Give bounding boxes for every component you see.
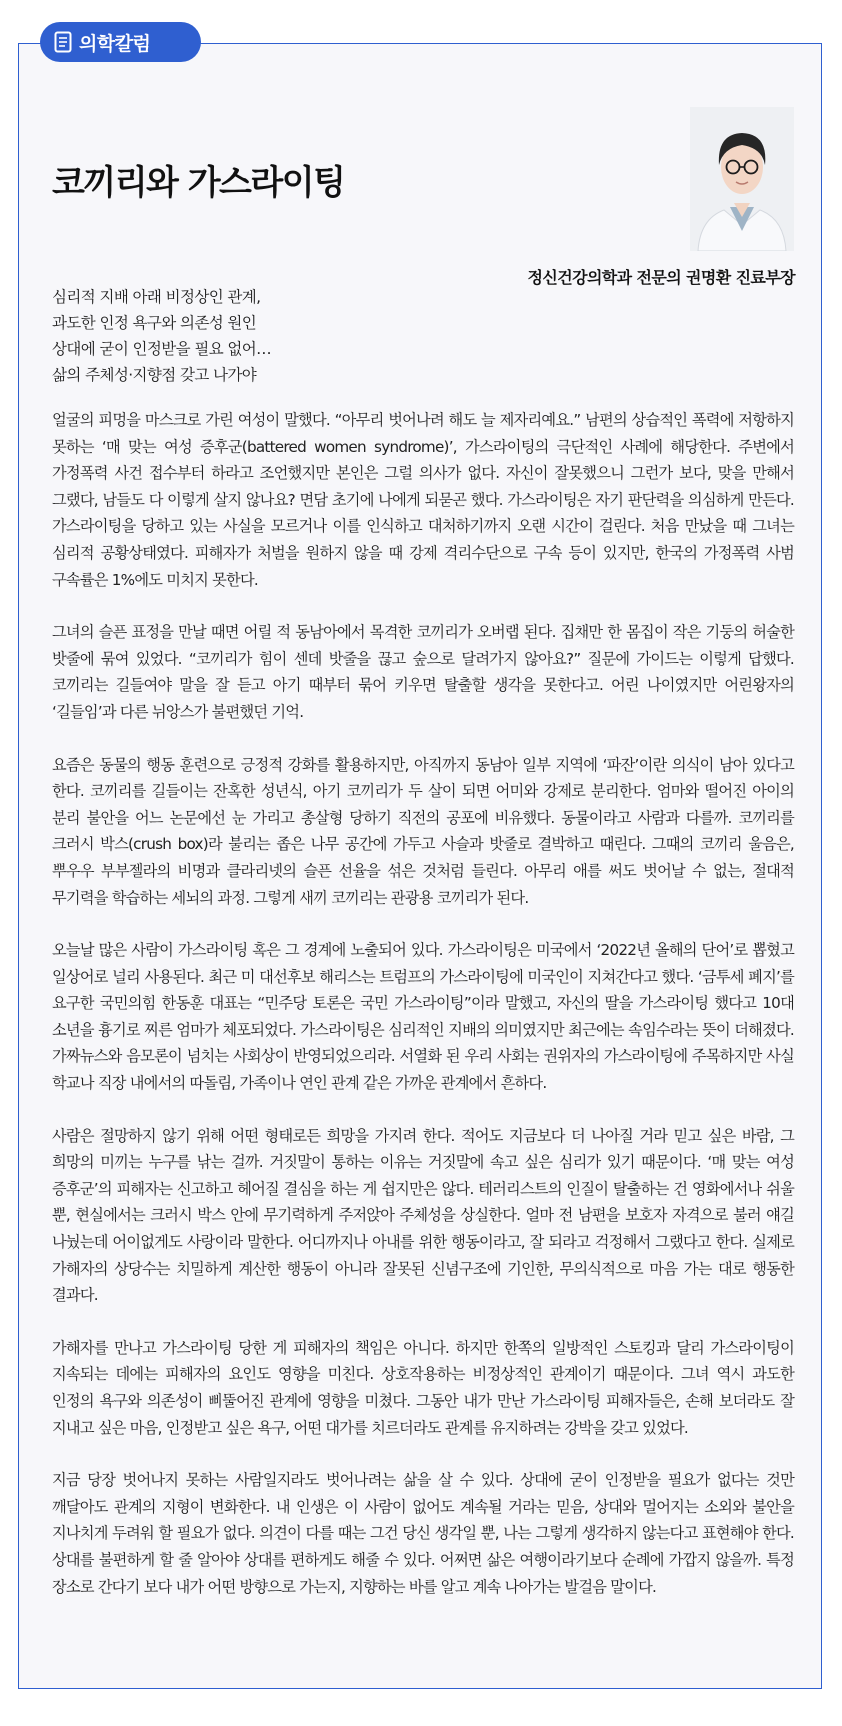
article-paragraph: 사람은 절망하지 않기 위해 어떤 형태로든 희망을 가지려 한다. 적어도 지금보다 더 나아질 거라 믿고 싶은 바람, 그 희망의 미끼는 누구를 낚는 걸까. 거짓말이 통하는 이유는 거짓말에 속고 싶은 심리가 있기 때문이다. ‘매 맞는 여성 증후군’의 피해자는 신고하고 헤어질 결심을 하는 게 쉽지만은 않다. 테러리스트의 인질이 탈출하는 건 영화에서나 쉬울 뿐, 현실에서는 크러시 박스 안에 무기력하게 주저앉아 주체성을 상실한다. 얼마 전 남편을 보호자 자격으로 불러 얘길 나눴는데 어이없게도 사랑이라 말한다. 어디까지나 아내를 위한 행동이라고, 잘 되라고 걱정해서 그랬다고 한다. 실제로 가해자의 상당수는 치밀하게 계산한 행동이 아니라 잘못된 신념구조에 기인한, 무의식적으로 마음 가는 대로 행동한 결과다.: [52, 1126, 794, 1305]
column-badge: [40, 22, 201, 62]
headline: 코끼리와 가스라이팅: [52, 163, 345, 203]
badge-label: 의학칼럼: [79, 32, 151, 55]
author-byline: 정신건강의학과 전문의 권명환 진료부장: [527, 268, 795, 287]
subheadings: [52, 284, 271, 388]
author-portrait-illustration: [690, 107, 794, 251]
document-icon: [54, 31, 72, 53]
subheading: 심리적 지배 아래 비정상인 관계,: [52, 288, 261, 306]
article-paragraph: 그녀의 슬픈 표정을 만날 때면 어릴 적 동남아에서 목격한 코끼리가 오버랩 된다. 집채만 한 몸집이 작은 기둥의 허술한 밧줄에 묶여 있었다. “코끼리가 힘이 센데 밧줄을 끊고 숲으로 달려가지 않아요?” 질문에 가이드는 이렇게 답했다. 코끼리는 길들여야 말을 잘 듣고 아기 때부터 묶어 키우면 탈출할 생각을 못한다고. 어린 나이였지만 어린왕자의 ‘길들임’과 다른 뉘앙스가 불편했던 기억.: [52, 623, 794, 721]
article-paragraph: 오늘날 많은 사람이 가스라이팅 혹은 그 경계에 노출되어 있다. 가스라이팅은 미국에서 ‘2022년 올해의 단어’로 뽑혔고 일상어로 널리 사용된다. 최근 미 대선후보 해리스는 트럼프의 가스라이팅에 미국인이 지쳐간다고 했다. ‘금투세 폐지’를 요구한 국민의힘 한동훈 대표는 “민주당 토론은 국민 가스라이팅”이라 말했고, 자신의 딸을 가스라이팅 했다고 10대 소년을 흉기로 찌른 엄마가 체포되었다. 가스라이팅은 심리적인 지배의 의미였지만 최근에는 속임수라는 뜻이 더해졌다. 가짜뉴스와 음모론이 넘치는 사회상이 반영되었으리라. 서열화 된 우리 사회는 권위자의 가스라이팅에 주목하지만 사실 학교나 직장 내에서의 따돌림, 가족이나 연인 관계 같은 가까운 관계에서 흔하다.: [52, 941, 794, 1093]
subheading: 상대에 굳이 인정받을 필요 없어…: [52, 340, 272, 358]
article-paragraph: 얼굴의 피멍을 마스크로 가린 여성이 말했다. “아무리 벗어나려 해도 늘 제자리예요.” 남편의 상습적인 폭력에 저항하지 못하는 ‘매 맞는 여성 증후군(battered women syndrome)’, 가스라이팅의 극단적인 사례에 해당한다. 주변에서 가정폭력 사건 접수부터 하라고 조언했지만 본인은 그럴 의사가 없다. 자신이 잘못했으니 그런가 보다, 맞을 만해서 그랬다, 남들도 다 이렇게 살지 않나요? 면담 초기에 나에게 되묻곤 했다. 가스라이팅은 자기 판단력을 의심하게 만든다. 가스라이팅을 당하고 있는 사실을 모르거나 이를 인식하고 대처하기까지 오랜 시간이 걸린다. 처음 만났을 때 그녀는 심리적 공황상태였다. 피해자가 처벌을 원하지 않을 때 강제 격리수단으로 구속 등이 있지만, 한국의 가정폭력 사범 구속률은 1%에도 미치지 못한다.: [52, 411, 794, 589]
article-paragraph: 지금 당장 벗어나지 못하는 사람일지라도 벗어나려는 삶을 살 수 있다. 상대에 굳이 인정받을 필요가 없다는 것만 깨달아도 관계의 지형이 변화한다. 내 인생은 이 사람이 없어도 계속될 거라는 믿음, 상대와 멀어지는 소외와 불안을 지나치게 두려워 할 필요가 없다. 의견이 다를 때는 그건 당신 생각일 뿐, 나는 그렇게 생각하지 않는다고 표현해야 한다. 상대를 불편하게 할 줄 알아야 상대를 편하게도 해줄 수 있다. 어쩌면 삶은 여행이라기보다 순례에 가깝지 않을까. 특정 장소로 간다기 보다 내가 어떤 방향으로 가는지, 지향하는 바를 알고 계속 나아가는 발걸음 말이다.: [52, 1471, 794, 1596]
author-photo: [690, 107, 794, 251]
article-paragraph: 가해자를 만나고 가스라이팅 당한 게 피해자의 책임은 아니다. 하지만 한쪽의 일방적인 스토킹과 달리 가스라이팅이 지속되는 데에는 피해자의 요인도 영향을 미친다. 상호작용하는 비정상적인 관계이기 때문이다. 그녀 역시 과도한 인정의 욕구와 의존성이 삐뚤어진 관계에 영향을 미쳤다. 그동안 내가 만난 가스라이팅 피해자들은, 손해 보더라도 잘 지내고 싶은 마음, 인정받고 싶은 욕구, 어떤 대가를 치르더라도 관계를 유지하려는 강박을 갖고 있었다.: [52, 1338, 794, 1437]
article-paragraph: 요즘은 동물의 행동 훈련으로 긍정적 강화를 활용하지만, 아직까지 동남아 일부 지역에 ‘파잔’이란 의식이 남아 있다고 한다. 코끼리를 길들이는 잔혹한 성년식, 아기 코끼리가 두 살이 되면 어미와 강제로 분리한다. 엄마와 떨어진 아이의 분리 불안을 어느 논문에선 눈 가리고 총살형 당하기 직전의 공포에 비유했다. 동물이라고 사람과 다를까. 코끼리를 크러시 박스(crush box)라 불리는 좁은 나무 공간에 가두고 사슬과 밧줄로 결박하고 때린다. 그때의 코끼리 울음은, 뿌우우 부부젤라의 비명과 클라리넷의 슬픈 선율을 섞은 것처럼 들린다. 아무리 애를 써도 벗어날 수 없는, 절대적 무기력을 학습하는 세뇌의 과정. 그렇게 새끼 코끼리는 관광용 코끼리가 된다.: [52, 755, 794, 907]
subheading: 과도한 인정 욕구와 의존성 원인: [52, 314, 257, 332]
article-body: [52, 407, 794, 1626]
subheading: 삶의 주체성·지향점 갖고 나가야: [52, 366, 257, 384]
